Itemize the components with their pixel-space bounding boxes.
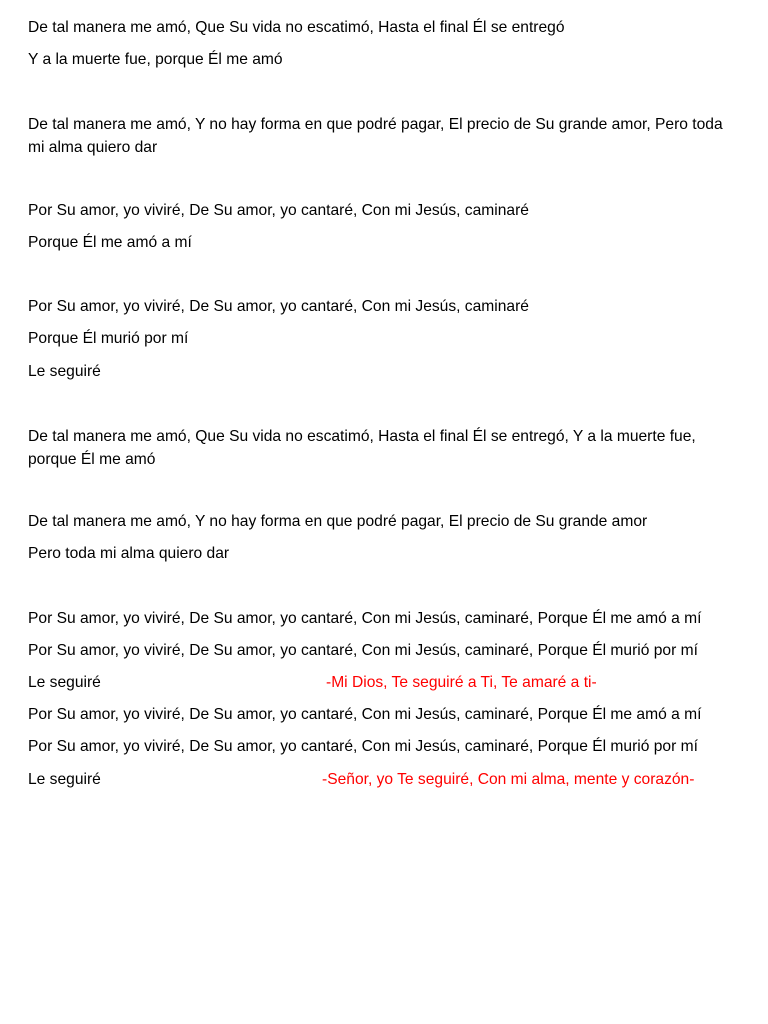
- lyric-line: Por Su amor, yo viviré, De Su amor, yo cantaré, Con mi Jesús, caminaré, Porque Él me amó a mí: [28, 706, 702, 723]
- lyric-line: Porque Él me amó a mí: [28, 234, 192, 251]
- lyric-line: Le seguiré: [28, 674, 101, 691]
- lyric-line: Por Su amor, yo viviré, De Su amor, yo cantaré, Con mi Jesús, caminaré: [28, 298, 529, 315]
- lyric-line: Por Su amor, yo viviré, De Su amor, yo cantaré, Con mi Jesús, caminaré: [28, 202, 529, 219]
- lyric-line: Porque Él murió por mí: [28, 330, 189, 347]
- lyric-paragraph: De tal manera me amó, Que Su vida no escatimó, Hasta el final Él se entregó, Y a la muerte fue, porque Él me amó: [28, 428, 696, 468]
- lyric-line: De tal manera me amó, Y no hay forma en que podré pagar, El precio de Su grande amor: [28, 513, 648, 530]
- lyric-line: Por Su amor, yo viviré, De Su amor, yo cantaré, Con mi Jesús, caminaré, Porque Él murió por mí: [28, 642, 698, 659]
- lyric-line: Pero toda mi alma quiero dar: [28, 545, 230, 562]
- lyric-line: De tal manera me amó, Que Su vida no escatimó, Hasta el final Él se entregó: [28, 19, 565, 36]
- lyric-line: Y a la muerte fue, porque Él me amó: [28, 51, 283, 68]
- lyric-line: Le seguiré: [28, 363, 101, 380]
- lyric-line: Por Su amor, yo viviré, De Su amor, yo cantaré, Con mi Jesús, caminaré, Porque Él me amó a mí: [28, 610, 702, 627]
- red-annotation: -Señor, yo Te seguiré, Con mi alma, mente y corazón-: [322, 771, 695, 788]
- lyric-paragraph: De tal manera me amó, Y no hay forma en que podré pagar, El precio de Su grande amor, Pero toda mi alma quiero dar: [28, 116, 723, 156]
- red-annotation: -Mi Dios, Te seguiré a Ti, Te amaré a ti-: [326, 674, 597, 691]
- lyric-line: Le seguiré: [28, 771, 101, 788]
- lyric-line: Por Su amor, yo viviré, De Su amor, yo cantaré, Con mi Jesús, caminaré, Porque Él murió por mí: [28, 738, 698, 755]
